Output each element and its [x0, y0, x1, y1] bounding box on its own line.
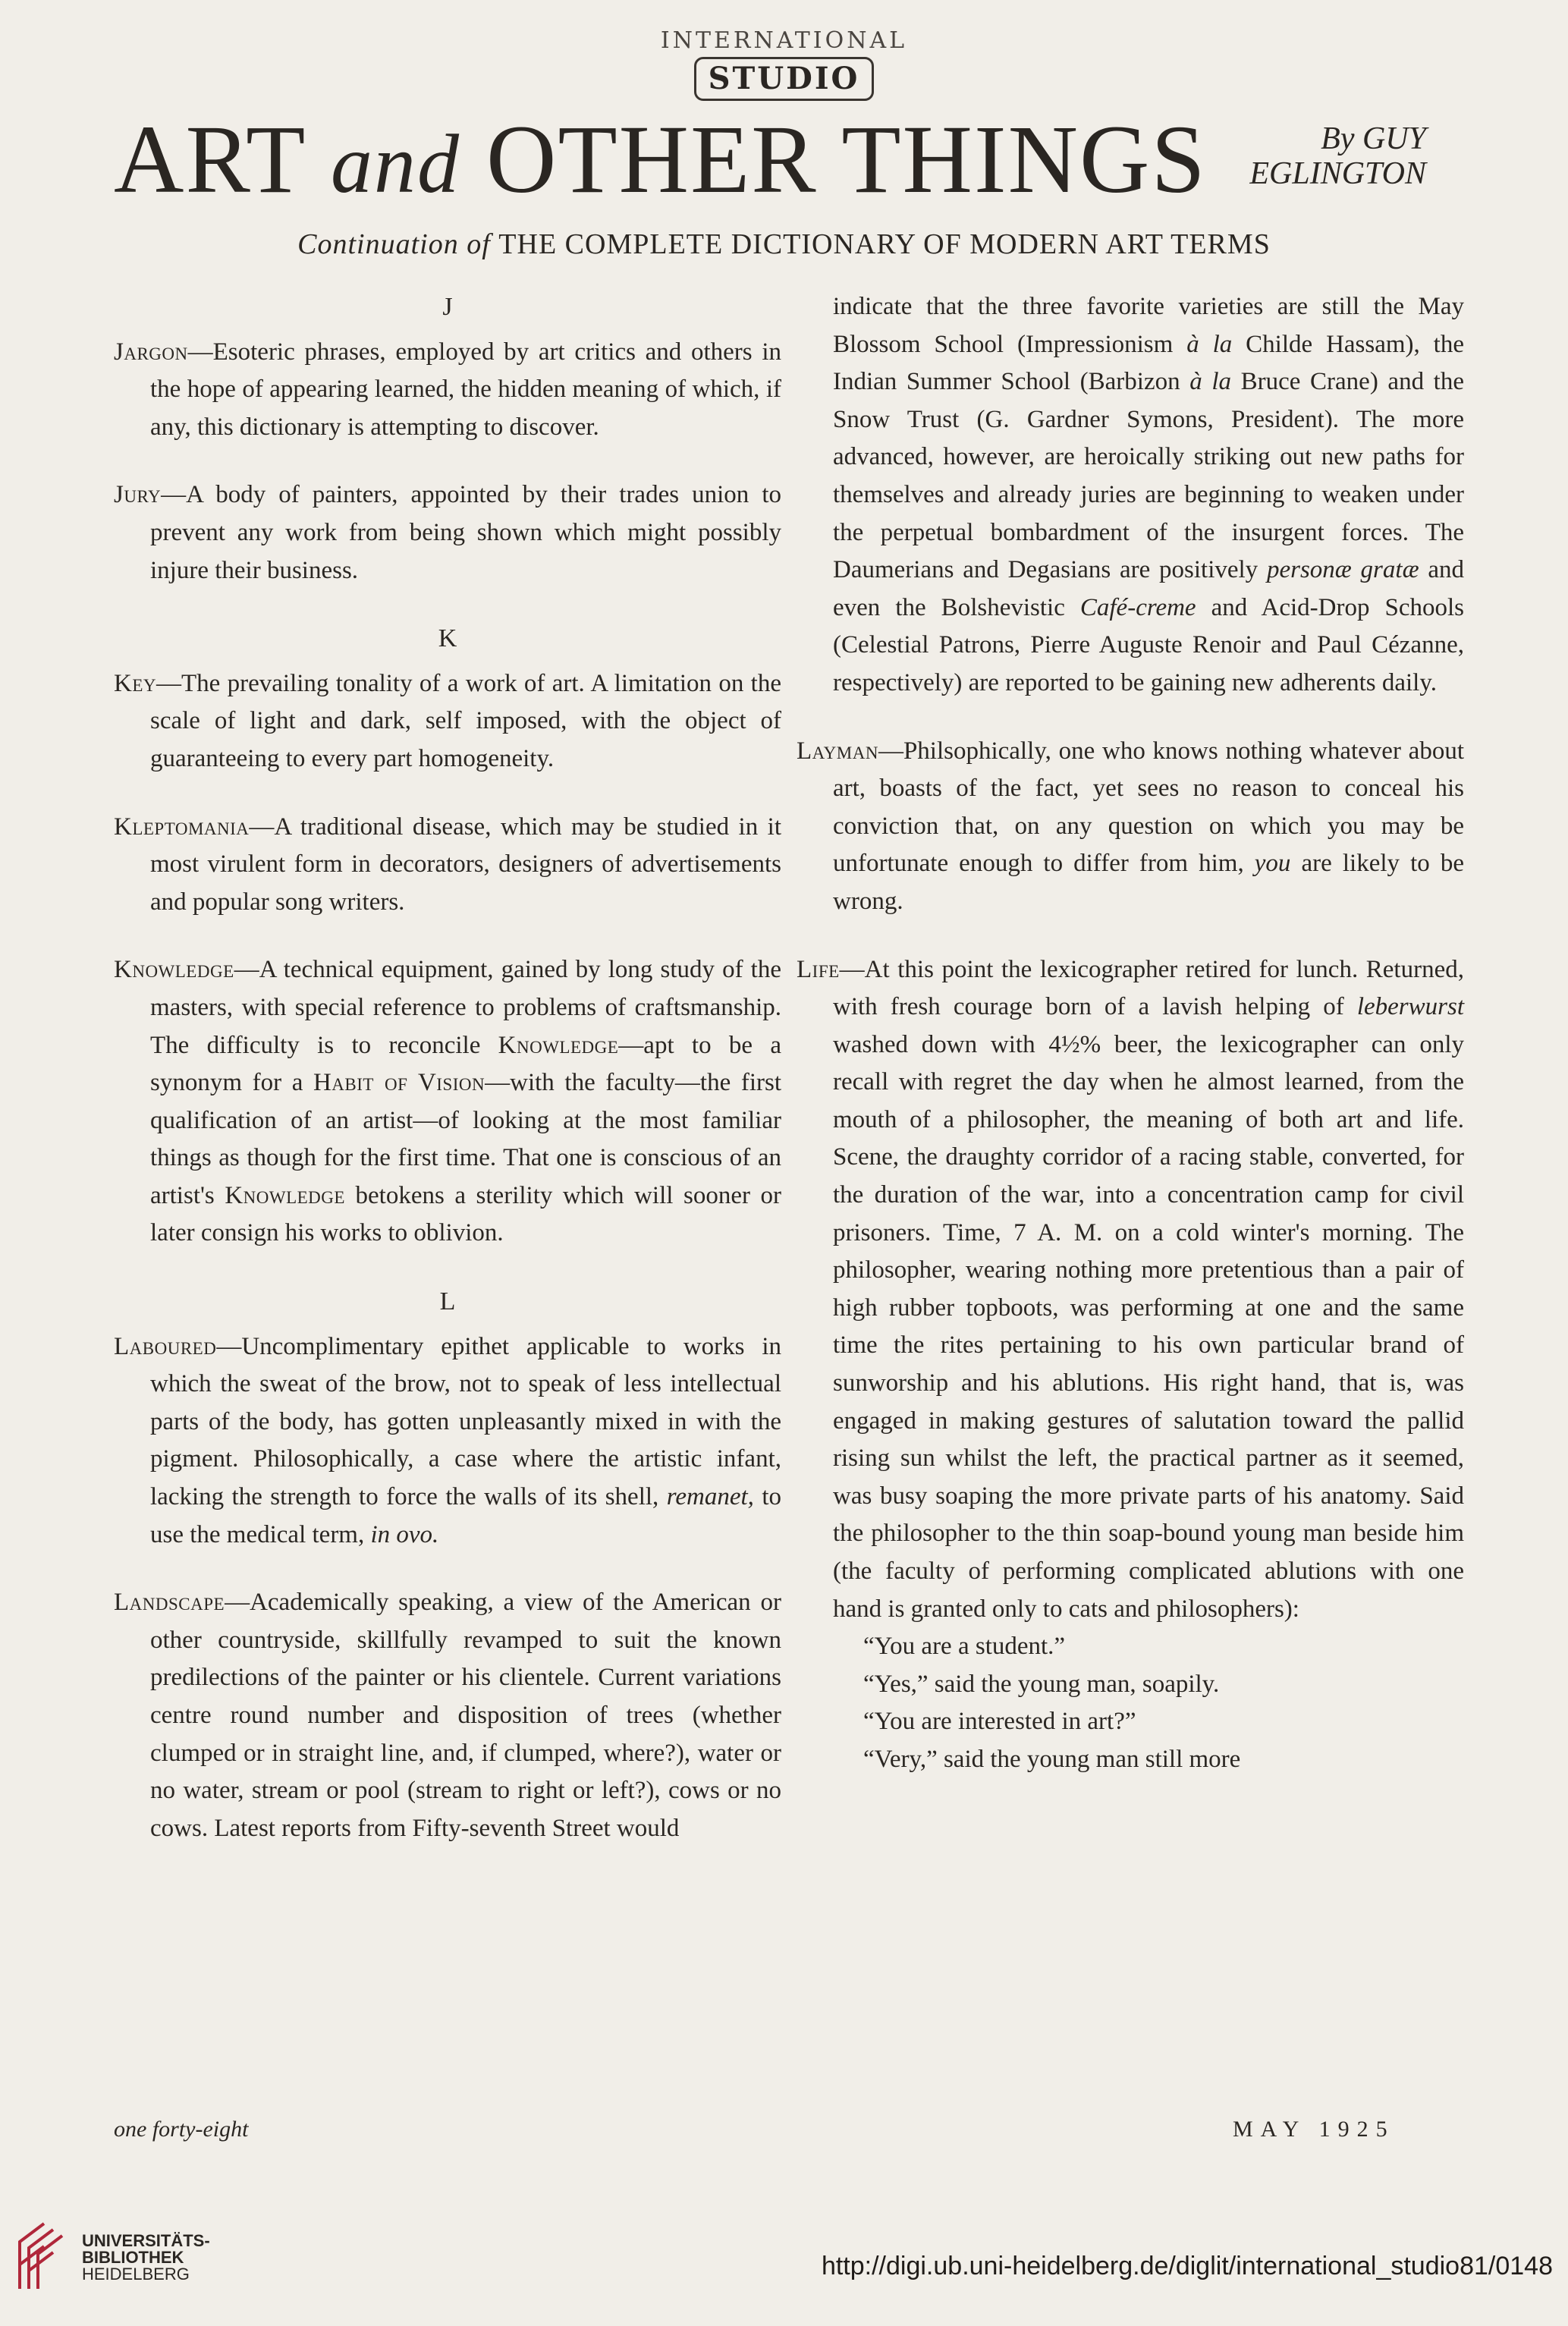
- definition: —A traditional disease, which may be studied in it most virulent form in decorators, designers of advertisements and popular song writers.: [150, 813, 781, 916]
- definition: —The prevailing tonality of a work of art. A limitation on the scale of light and dark, self imposed, with the object of guaranteeing to every part homogeneity.: [150, 669, 781, 772]
- article-title: [114, 106, 1426, 220]
- italic-phrase: Café-creme: [1079, 593, 1196, 621]
- definition: —A technical equipment, gained by long study of the masters, with special reference to problems of craftsmanship. The difficulty is to reconcile: [150, 956, 781, 1059]
- italic-phrase: à la: [1189, 368, 1231, 396]
- term-ref: Knowledge: [225, 1181, 345, 1209]
- term-ref: Knowledge: [498, 1031, 619, 1059]
- masthead: [0, 27, 1568, 101]
- entry-layman: [797, 733, 1464, 921]
- entry-jury: [114, 476, 781, 589]
- subtitle-prefix: Continuation of: [297, 228, 499, 260]
- right-column: [797, 288, 1464, 1779]
- dialogue-line: “Yes,” said the young man, soapily.: [863, 1670, 1220, 1698]
- definition: Childe Hassam), the Indian Summer School (Barbizon: [833, 330, 1464, 396]
- term: Kleptomania: [114, 813, 250, 841]
- definition: washed down with 4½% beer, the lexicographer can only recall with regret the day when he almost learned, from the mouth of a philosopher, the meaning of both art and life. Scene, the draughty corridor of a racing stable, converted, for the duration of the war, into a concentration camp for civil prisoners. Time, 7 A. M. on a cold winter's morning. The philosopher, wearing nothing more pretentious than a pair of high rubber topboots, was performing at one and the same time the rites pertaining to his own particular brand of sunworship and his ablutions. His right hand, that is, was engaged in making gestures of salutation toward the pallid rising sun whilst the left, the practical partner as it seemed, was busy soaping the more private parts of his anatomy. Said the philosopher to the thin soap-bound young man beside him (the faculty of performing complicated ablutions with one hand is granted only to cats and philosophers):: [833, 1030, 1464, 1623]
- entry-kleptomania: [114, 809, 781, 922]
- library-line2: BIBLIOTHEK: [82, 2248, 184, 2267]
- italic-phrase: personæ gratæ: [1266, 556, 1419, 584]
- section-letter-j: J: [442, 293, 453, 321]
- definition: —Uncomplimentary epithet applicable to works in which the sweat of the brow, not to speak of less intellectual parts of the body, has gotten unpleasantly mixed in with the pigment. Philosophically, a case where the artistic infant, lacking the strength to force the walls of its shell,: [150, 1332, 781, 1511]
- definition: indicate that the three favorite varieties are still the May Blossom School (Impressionism: [833, 293, 1464, 358]
- dialogue-line: “You are interested in art?”: [863, 1708, 1136, 1736]
- definition: —Philsophically, one who knows nothing whatever about art, boasts of the fact, yet sees no reason to conceal his conviction that, on any question on which you may be unfortunate enough to differ from him,: [833, 737, 1464, 878]
- definition: —Academically speaking, a view of the American or other countryside, skillfully revamped to suit the known predilections of the painter or his clientele. Current variations centre round number and disposition of trees (whether clumped or in straight line, and, if clumped, where?), water or no water, stream or pool (stream to right or left?), cows or no cows. Latest reports from Fifty-seventh Street would: [150, 1589, 781, 1842]
- definition: —apt to be a synonym for a: [150, 1031, 782, 1097]
- subtitle: [0, 228, 1568, 261]
- title-part2: OTHER THINGS: [460, 105, 1207, 213]
- italic-phrase: leberwurst: [1356, 993, 1464, 1021]
- dialogue-line: “Very,” said the young man still more: [863, 1745, 1241, 1773]
- entry-landscape: [114, 1584, 781, 1847]
- library-line1: UNIVERSITÄTS-: [82, 2231, 210, 2250]
- left-column: [114, 288, 781, 1878]
- masthead-line1: INTERNATIONAL: [660, 27, 908, 54]
- term: Jury: [114, 481, 162, 509]
- byline: [1249, 121, 1426, 191]
- entry-landscape-continued: [797, 288, 1464, 703]
- library-logo-icon: [14, 2219, 67, 2295]
- term: Jargon: [114, 338, 188, 366]
- library-line3: HEIDELBERG: [82, 2265, 190, 2284]
- definition: Bruce Crane) and the Snow Trust (G. Gardner Symons, President). The more advanced, however, are heroically striking out new paths for themselves and already juries are beginning to weaken under the perpetual bombardment of the insurgent forces. The Daumerians and Degasians are positively: [833, 368, 1464, 584]
- entry-jargon: [114, 334, 781, 447]
- title-and: and: [331, 118, 460, 210]
- italic-phrase: in ovo.: [370, 1520, 439, 1548]
- entry-life: [797, 951, 1464, 1629]
- term: Knowledge: [114, 956, 234, 984]
- term: Key: [114, 669, 156, 697]
- definition: —Esoteric phrases, employed by art critics and others in the hope of appearing learned, the hidden meaning of which, if any, this dictionary is attempting to discover.: [150, 338, 781, 441]
- definition: —At this point the lexicographer retired for lunch. Returned, with fresh courage born of a lavish helping of: [833, 955, 1464, 1021]
- definition: are likely to be wrong.: [833, 850, 1464, 915]
- subtitle-text: THE COMPLETE DICTIONARY OF MODERN ART TERMS: [498, 228, 1271, 260]
- definition: —A body of painters, appointed by their trades union to prevent any work from being shown which might possibly injure their business.: [150, 481, 781, 584]
- page-number: one forty-eight: [114, 2117, 249, 2142]
- title-main: [114, 106, 1207, 217]
- entry-laboured: [114, 1328, 781, 1554]
- section-letter-l: L: [439, 1287, 456, 1316]
- term: Layman: [797, 737, 878, 765]
- definition: betokens a sterility which will sooner or later consign his works to oblivion.: [150, 1181, 781, 1247]
- issue-date: MAY 1925: [1233, 2117, 1395, 2142]
- term: Life: [797, 955, 840, 983]
- entry-knowledge: [114, 951, 781, 1253]
- definition: and even the Bolshevistic: [833, 556, 1464, 621]
- definition: to use the medical term,: [150, 1483, 782, 1548]
- masthead-studio: STUDIO: [694, 57, 875, 101]
- italic-phrase: remanet,: [666, 1483, 754, 1511]
- title-part1: ART: [114, 105, 331, 213]
- term: Landscape: [114, 1589, 225, 1617]
- byline-author: EGLINGTON: [1249, 156, 1426, 191]
- definition: and Acid-Drop Schools (Celestial Patrons, Pierre Auguste Renoir and Paul Cézanne, respectively) are reported to be gaining new adherents daily.: [833, 593, 1464, 696]
- entry-key: [114, 665, 781, 778]
- byline-by: By GUY: [1321, 121, 1426, 156]
- source-url[interactable]: http://digi.ub.uni-heidelberg.de/diglit/international_studio81/0148: [821, 2252, 1553, 2280]
- term-ref: Habit of Vision: [313, 1069, 485, 1097]
- library-name: [82, 2233, 210, 2283]
- dialogue-line: “You are a student.”: [863, 1633, 1066, 1661]
- term: Laboured: [114, 1332, 217, 1360]
- section-letter-k: K: [438, 624, 457, 653]
- italic-phrase: you: [1254, 850, 1291, 878]
- italic-phrase: à la: [1186, 330, 1233, 358]
- definition: —with the faculty—the first qualification of an artist—of looking at the most familiar things as though for the first time. That one is conscious of an artist's: [150, 1069, 782, 1209]
